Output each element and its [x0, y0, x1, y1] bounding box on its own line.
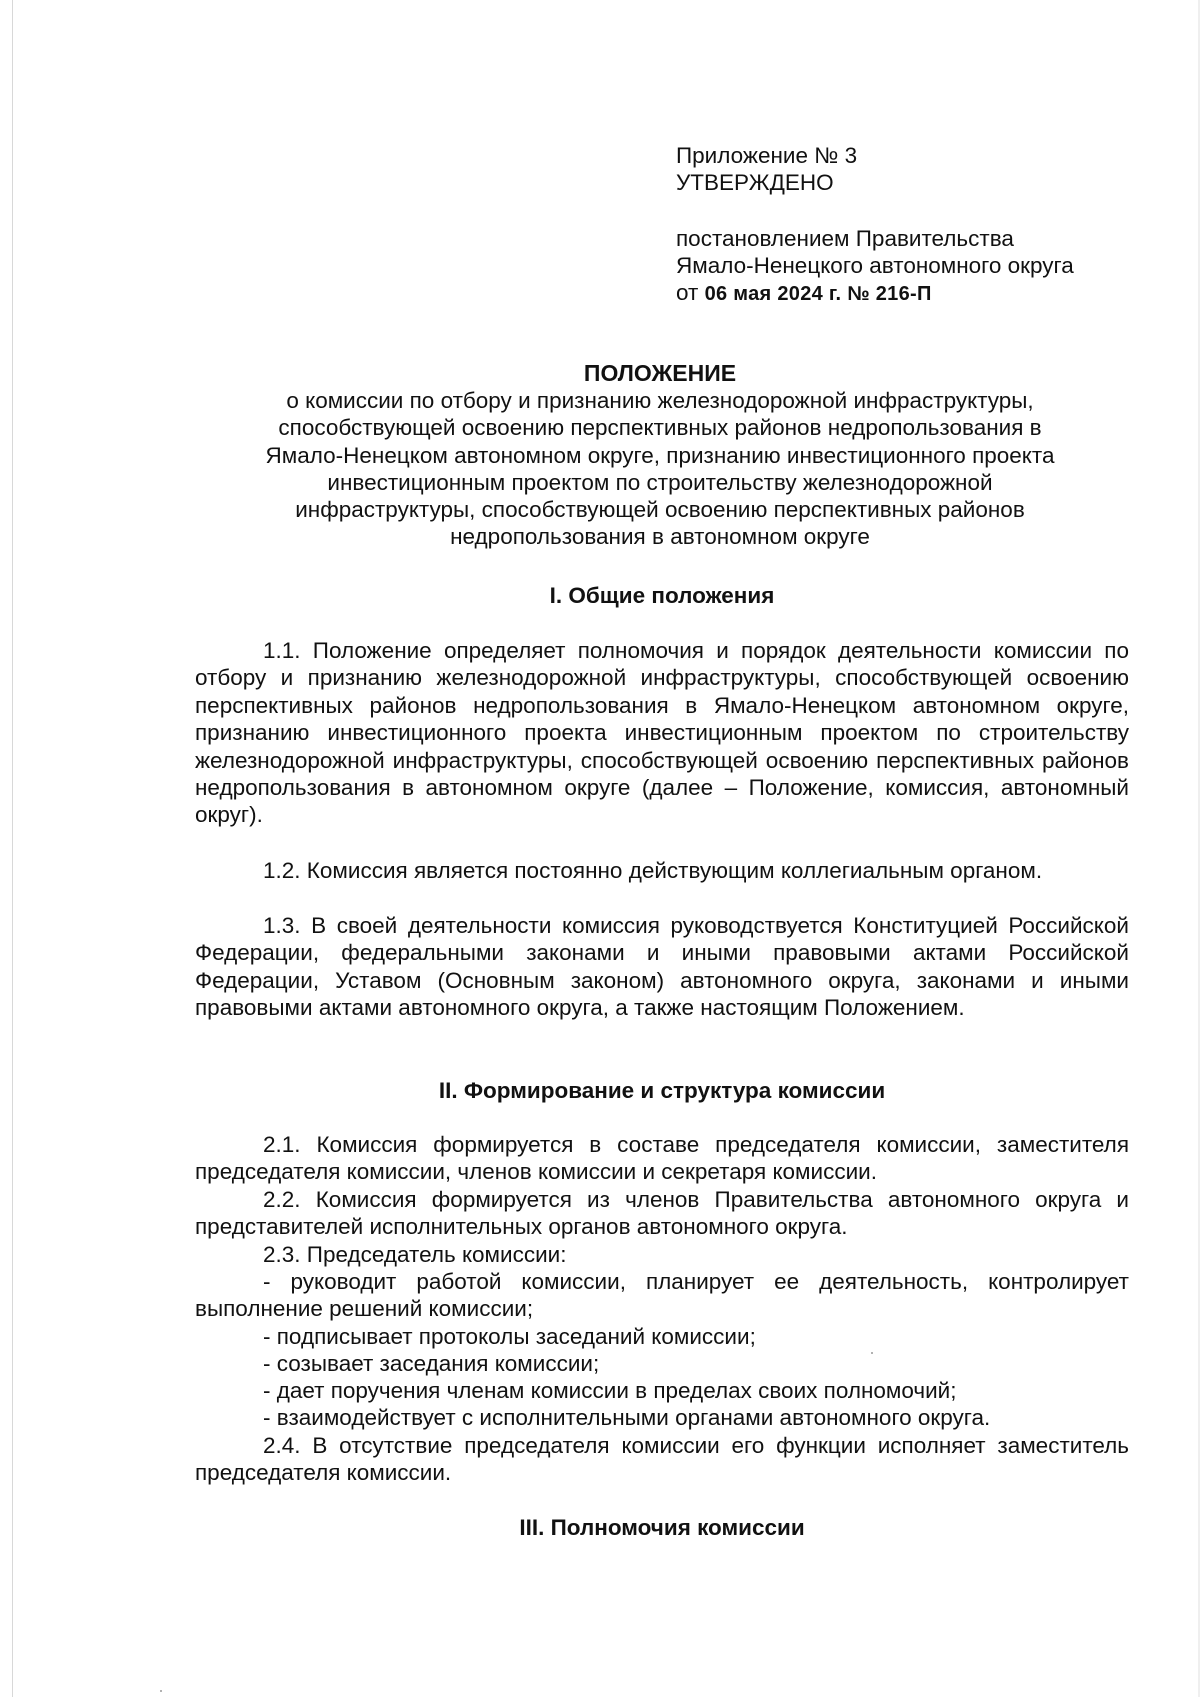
decree-from: от [676, 280, 699, 305]
paragraph-1-2: 1.2. Комиссия является постоянно действующим коллегиальным органом. [263, 858, 1043, 883]
chair-duty-item: - подписывает протоколы заседаний комиссии; [263, 1324, 756, 1349]
paragraph-2-3: 2.3. Председатель комиссии: [263, 1242, 567, 1267]
subtitle-line: Ямало-Ненецком автономном округе, признанию инвестиционного проекта [265, 442, 1055, 468]
paragraph-2-4: 2.4. В отсутствие председателя комиссии его функции исполняет заместитель председателя комиссии. [195, 1433, 1129, 1486]
subtitle-line: инвестиционным проектом по строительству железнодорожной [327, 469, 993, 495]
paragraph-1-3: 1.3. В своей деятельности комиссия руководствуется Конституцией Российской Федерации, федеральными законами и иными правовыми актами Российской Федерации, Уставом (Основным законом) автономного округа, законами и иными правовыми актами автономного округа, а также настоящим Положением. [195, 913, 1129, 1021]
section-heading-powers: III. Полномочия комиссии [519, 1515, 805, 1540]
approved-stamp-text: УТВЕРЖДЕНО [676, 170, 834, 195]
paragraph-2-2: 2.2. Комиссия формируется из членов Правительства автономного округа и представителей исполнительных органов автономного округа. [195, 1187, 1129, 1240]
subtitle-line: недропользования в автономном округе [450, 524, 870, 550]
decree-line-1: постановлением Правительства [676, 226, 1014, 251]
scan-speck [160, 1690, 162, 1692]
annex-number: Приложение № 3 [676, 143, 858, 168]
decree-date-number: 06 мая 2024 г. № 216-П [704, 283, 932, 305]
subtitle-line: инфраструктуры, способствующей освоению перспективных районов [295, 497, 1025, 523]
document-subtitle [195, 387, 1125, 551]
section-heading-structure: II. Формирование и структура комиссии [438, 1078, 886, 1103]
approval-block [676, 142, 1146, 308]
subtitle-line: способствующей освоению перспективных районов недропользования в [278, 415, 1042, 441]
chair-duty-item: - созывает заседания комиссии; [263, 1351, 600, 1376]
decree-date-line [676, 279, 1146, 308]
document-title: ПОЛОЖЕНИЕ [583, 360, 737, 386]
scan-speck [871, 1352, 873, 1354]
section-heading-general: I. Общие положения [549, 583, 775, 608]
decree-line-2: Ямало-Ненецкого автономного округа [676, 253, 1074, 278]
chair-duty-item: - руководит работой комиссии, планирует ее деятельность, контролирует выполнение решений комиссии; [195, 1269, 1129, 1322]
paragraph-1-1: 1.1. Положение определяет полномочия и порядок деятельности комиссии по отбору и признанию железнодорожной инфраструктуры, способствующей освоению перспективных районов недропользования в Ямало-Ненецком автономном округе, признанию инвестиционного проекта инвестиционным проектом по строительству железнодорожной инфраструктуры, способствующей освоению перспективных районов недропользования в автономном округе (далее – Положение, комиссия, автономный округ). [195, 638, 1129, 828]
subtitle-line: о комиссии по отбору и признанию железнодорожной инфраструктуры, [286, 388, 1034, 413]
paragraph-2-1: 2.1. Комиссия формируется в составе председателя комиссии, заместителя председателя комиссии, членов комиссии и секретаря комиссии. [195, 1132, 1129, 1185]
chair-duty-item: - дает поручения членам комиссии в пределах своих полномочий; [263, 1378, 957, 1403]
page-left-edge [12, 0, 13, 1697]
chair-duty-item: - взаимодействует с исполнительными органами автономного округа. [263, 1405, 991, 1430]
document-title-block [195, 359, 1125, 551]
